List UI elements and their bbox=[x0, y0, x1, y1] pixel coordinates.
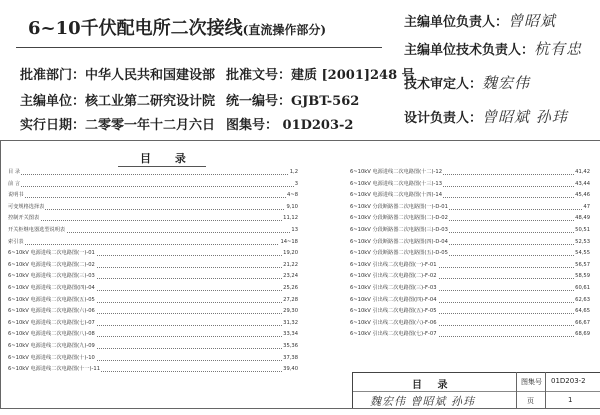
toc-entry[interactable]: 6~10kV 电源进线二次电路图(十)-10 37,38 bbox=[8, 353, 298, 365]
title-block-atlas-label: 图集号 bbox=[521, 378, 542, 386]
toc-entry[interactable]: 6~10kV 电源进线二次电路图(四)-04 25,26 bbox=[8, 283, 298, 295]
unified-no: 统一编号：GJBT-562 bbox=[226, 94, 360, 109]
subtitle-text: (直流操作部分) bbox=[242, 23, 327, 37]
toc-entry[interactable]: 6~10kV 电源进线二次电路图(十三)-13 43,44 bbox=[350, 179, 590, 191]
toc-entry[interactable]: 6~10kV 电源进线二次电路图(十四)-14 45,46 bbox=[350, 190, 590, 202]
toc-left-column bbox=[8, 167, 298, 376]
signature-1: 主编单位负责人：曾昭斌 bbox=[404, 12, 557, 30]
toc-entry[interactable]: 6~10kV 电源进线二次电路图(十二)-12 41,42 bbox=[350, 167, 590, 179]
toc-entry[interactable]: 6~10kV 电源进线二次电路图(六)-06 29,30 bbox=[8, 306, 298, 318]
frame-bottom bbox=[0, 408, 600, 409]
toc-entry[interactable]: 索引表 14~18 bbox=[8, 237, 298, 249]
toc-entry[interactable]: 6~10kV 分段断路器二次电路图(四)-D-04 52,53 bbox=[350, 237, 590, 249]
impl-date: 实行日期：二零零一年十二月六日 bbox=[20, 118, 216, 133]
editor-unit: 主编单位：核工业第二研究设计院 bbox=[20, 94, 216, 109]
signature-name: 魏宏伟 bbox=[482, 74, 531, 92]
frame-left bbox=[0, 140, 1, 408]
toc-entry[interactable]: 6~10kV 引出线二次电路图(一)-F-01 56,57 bbox=[350, 260, 590, 272]
signature-name: 杭有忠 bbox=[534, 40, 583, 58]
title-block-atlas-no: 01D203-2 bbox=[551, 377, 586, 385]
toc-entry[interactable]: 6~10kV 电源进线二次电路图(二)-02 21,22 bbox=[8, 260, 298, 272]
toc-entry[interactable]: 控制开关图表 11,12 bbox=[8, 213, 298, 225]
toc-entry[interactable]: 6~10kV 引出线二次电路图(四)-F-04 62,63 bbox=[350, 295, 590, 307]
toc-entry[interactable]: 6~10kV 电源进线二次电路图(十一)-11 39,40 bbox=[8, 364, 298, 376]
toc-entry[interactable]: 6~10kV 分段断路器二次电路图(一)-D-01 47 bbox=[350, 202, 590, 214]
toc-entry[interactable]: 6~10kV 分段断路器二次电路图(五)-D-05 54,55 bbox=[350, 248, 590, 260]
approval-dept: 批准部门：中华人民共和国建设部 bbox=[20, 68, 216, 83]
toc-right-column bbox=[350, 167, 590, 341]
toc-entry[interactable]: 说明书 4~8 bbox=[8, 190, 298, 202]
toc-entry[interactable]: 前 言 3 bbox=[8, 179, 298, 191]
frame-top bbox=[0, 140, 600, 141]
toc-entry[interactable]: 6~10kV 引出线二次电路图(七)-F-07 68,69 bbox=[350, 329, 590, 341]
toc-title: 目 录 bbox=[140, 152, 196, 165]
toc-entry[interactable]: 6~10kV 引出线二次电路图(五)-F-05 64,65 bbox=[350, 306, 590, 318]
atlas-no: 图集号： 01D203-2 bbox=[226, 118, 354, 133]
toc-entry[interactable]: 6~10kV 引出线二次电路图(二)-F-02 58,59 bbox=[350, 271, 590, 283]
toc-entry[interactable]: 6~10kV 电源进线二次电路图(五)-05 27,28 bbox=[8, 295, 298, 307]
page-title bbox=[28, 14, 326, 40]
title-block-page-label: 页 bbox=[527, 397, 534, 405]
toc-entry[interactable]: 6~10kV 分段断路器二次电路图(三)-D-03 50,51 bbox=[350, 225, 590, 237]
toc-entry[interactable]: 6~10kV 电源进线二次电路图(三)-03 23,24 bbox=[8, 271, 298, 283]
title-text: 6~10千伏配电所二次接线 bbox=[28, 18, 243, 39]
toc-entry[interactable]: 6~10kV 电源进线二次电路图(九)-09 35,36 bbox=[8, 341, 298, 353]
signature-name: 曾昭斌 孙玮 bbox=[482, 108, 568, 126]
title-block-name: 目 录 bbox=[412, 380, 454, 391]
toc-entry[interactable]: 可变规格选择表 9,10 bbox=[8, 202, 298, 214]
toc-entry[interactable]: 6~10kV 电源进线二次电路图(八)-08 33,34 bbox=[8, 329, 298, 341]
toc-entry[interactable]: 目 录 1,2 bbox=[8, 167, 298, 179]
title-block-signers: 魏宏伟 曾昭斌 孙玮 bbox=[370, 395, 475, 408]
toc-entry[interactable]: 6~10kV 分段断路器二次电路图(二)-D-02 48,49 bbox=[350, 213, 590, 225]
signature-2: 主编单位技术负责人：杭有忠 bbox=[404, 40, 583, 58]
signature-name: 曾昭斌 bbox=[508, 12, 557, 30]
approval-no: 批准文号：建质 [2001]248 号 bbox=[226, 68, 415, 83]
toc-entry[interactable]: 6~10kV 引出线二次电路图(三)-F-03 60,61 bbox=[350, 283, 590, 295]
toc-entry[interactable]: 开关柜继电器选型说明表 13 bbox=[8, 225, 298, 237]
toc-entry[interactable]: 6~10kV 电源进线二次电路图(七)-07 31,32 bbox=[8, 318, 298, 330]
signature-4: 设计负责人：曾昭斌 孙玮 bbox=[404, 108, 568, 126]
signature-3: 技术审定人：魏宏伟 bbox=[404, 74, 531, 92]
title-block-page-no: 1 bbox=[568, 396, 573, 404]
title-underline bbox=[16, 47, 382, 48]
toc-entry[interactable]: 6~10kV 电源进线二次电路图(一)-01 19,20 bbox=[8, 248, 298, 260]
toc-entry[interactable]: 6~10kV 引出线二次电路图(六)-F-06 66,67 bbox=[350, 318, 590, 330]
